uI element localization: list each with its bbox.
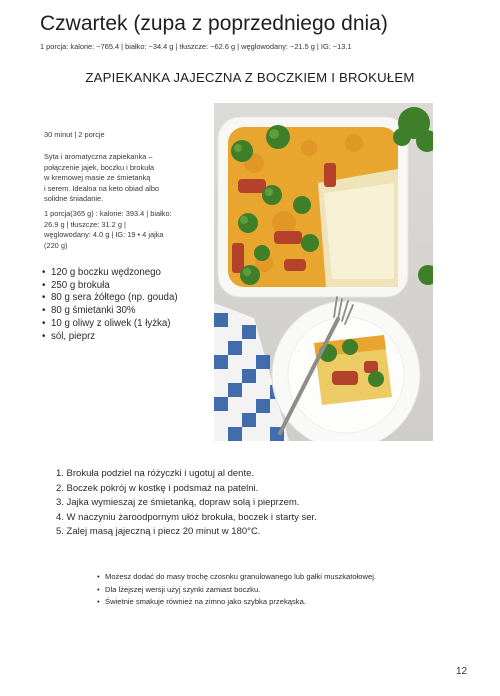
ingredient-item: • 250 g brokuła [42,279,110,291]
description-line: solidne śniadanie. [44,194,104,204]
ingredient-item: • sól, pieprz [42,330,96,342]
recipe-photo [214,103,433,441]
recipe-title: ZAPIEKANKA JAJECZNA Z BOCZKIEM I BROKUŁEM [85,70,415,85]
ingredient-list [42,267,178,343]
step-item: 2. Boczek pokrój w kostkę i podsmaż na patelni. [56,482,259,494]
ingredient-item: • 80 g sera żółtego (np. gouda) [42,292,178,304]
step-item: 3. Jajka wymieszaj ze śmietanką, dopraw solą i pieprzem. [56,497,300,509]
ingredient-item: • 80 g śmietanki 30% [42,305,136,317]
description-line: Syta i aromatyczna zapiekanka – [44,152,153,161]
tips-list [97,571,376,609]
nutrition-line: 26.9 g | tłuszcze: 31.2 g | [44,219,126,229]
step-item: 4. W naczyniu żaroodpornym ułóż brokuła, boczek i starty ser. [56,511,317,523]
daily-nutrition-summary: 1 porcja: kalorie: ~765.4 | białko: ~34.4 g | tłuszcze: ~62.6 g | węglowodany: ~21.5 g | IG: ~13.1 [40,42,352,51]
portion-nutrition [44,209,196,251]
tip-item: • Świetnie smakuje również na zimno jako szybka przekąska. [97,597,306,607]
time-and-portions: 30 minut | 2 porcje [44,130,105,139]
step-item: 5. Zalej masą jajeczną i piecz 20 minut w 180°C. [56,526,261,538]
tip-item: • Dla lżejszej wersji użyj szynki zamiast boczku. [97,584,261,594]
page-number: 12 [456,666,468,677]
casserole-illustration [214,103,433,441]
nutrition-line: 1 porcja(365 g) : kalorie: 393.4 | białko: [44,209,172,218]
baking-dish [218,117,408,297]
preparation-steps [56,467,317,540]
nutrition-line: (220 g) [44,240,68,250]
description-line: w kremowej masie ze śmietanką [44,173,151,183]
ingredient-item: • 10 g oliwy z oliwek (1 łyżka) [42,317,171,329]
step-item: 1. Brokuła podziel na różyczki i ugotuj al dente. [56,468,255,479]
nutrition-line: węglowodany: 4.0 g | IG: 19 • 4 jajka [44,230,164,240]
ingredient-item: • 120 g boczku wędzonego [42,267,161,278]
description-line: i serem. Idealna na keto obiad albo [44,183,160,193]
description-line: połączenie jajek, boczku i brokuła [44,162,155,172]
day-title: Czwartek (zupa z poprzedniego dnia) [40,12,388,35]
tip-item: • Możesz dodać do masy trochę czosnku granulowanego lub gałki muszkatołowej. [97,572,376,581]
recipe-description [44,152,194,205]
